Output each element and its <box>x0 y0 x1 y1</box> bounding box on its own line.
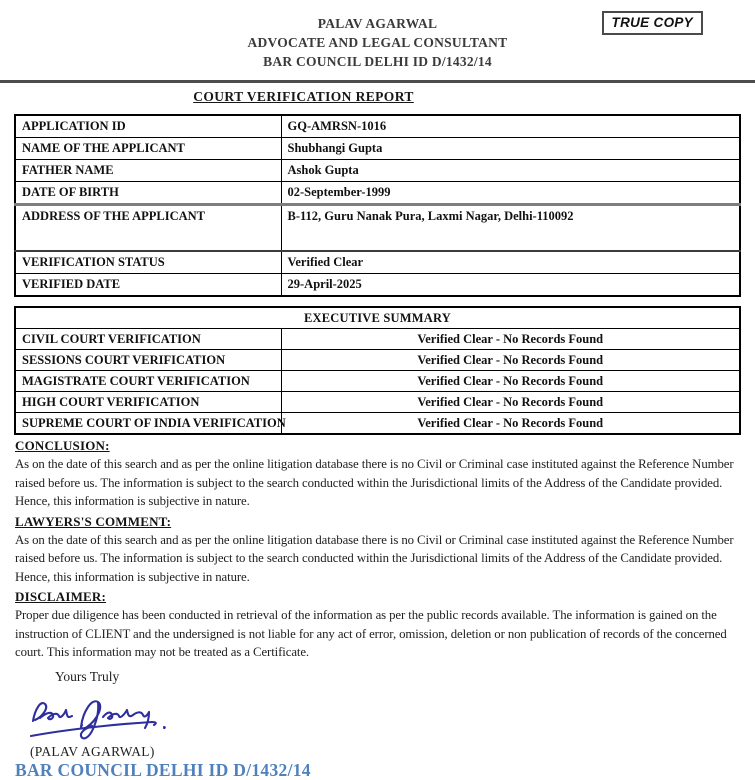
row-value: GQ-AMRSN-1016 <box>281 115 740 138</box>
row-label: CIVIL COURT VERIFICATION <box>15 329 281 350</box>
row-label: SESSIONS COURT VERIFICATION <box>15 350 281 371</box>
header-divider <box>0 80 755 83</box>
section-body: As on the date of this search and as per the online litigation database there is no Civil or Criminal case instituted against the Reference Number raised before us. The information is subject to the search conducted within the Jurisdictional limits of the Address of the Candidate provided. Hence, this information is subjective in nature. <box>15 532 734 584</box>
row-label: DATE OF BIRTH <box>15 182 281 205</box>
table-row <box>15 182 740 205</box>
signature-image <box>24 687 184 743</box>
table-row <box>15 138 740 160</box>
row-value: Verified Clear - No Records Found <box>281 350 740 371</box>
table-row <box>15 350 740 371</box>
row-value: Verified Clear - No Records Found <box>281 329 740 350</box>
true-copy-stamp <box>602 11 703 35</box>
section-heading: DISCLAIMER: <box>15 589 107 604</box>
section-heading: LAWYERS'S COMMENT: <box>15 513 172 529</box>
table-row <box>15 371 740 392</box>
applicant-details-table <box>14 114 741 297</box>
row-label: VERIFICATION STATUS <box>15 251 281 274</box>
table-row <box>15 251 740 274</box>
table-row <box>15 392 740 413</box>
section-disclaimer <box>15 590 737 662</box>
page-title-text: COURT VERIFICATION REPORT <box>193 89 414 104</box>
section-heading: CONCLUSION: <box>15 438 110 453</box>
row-value: Shubhangi Gupta <box>281 138 740 160</box>
row-value: Verified Clear - No Records Found <box>281 371 740 392</box>
page-title <box>0 89 607 105</box>
row-label: VERIFIED DATE <box>15 274 281 297</box>
signatory-name: (PALAV AGARWAL) <box>30 743 155 759</box>
section-body: Proper due diligence has been conducted in retrieval of the information as per the public records available. The information is gained on the instruction of CLIENT and the undersigned is not liable for any act of error, omission, deletion or non publication of records of the concerned court. This information may not be treated as a Certificate. <box>15 608 727 659</box>
row-value: Ashok Gupta <box>281 160 740 182</box>
row-label: APPLICATION ID <box>15 115 281 138</box>
executive-summary-table <box>14 306 741 435</box>
row-label: MAGISTRATE COURT VERIFICATION <box>15 371 281 392</box>
bar-council-id-line: BAR COUNCIL DELHI ID D/1432/14 <box>15 759 311 780</box>
salutation: Yours Truly <box>55 668 120 684</box>
row-value: Verified Clear <box>281 251 740 274</box>
row-value: Verified Clear - No Records Found <box>281 392 740 413</box>
section-body: As on the date of this search and as per the online litigation database there is no Civil or Criminal case instituted against the Reference Number raised before us. The information is subject to the search conducted within the Jurisdictional limits of the Address of the Candidate provided. Hence, this information is subjective in nature. <box>15 457 734 508</box>
table-row <box>15 274 740 297</box>
summary-header: EXECUTIVE SUMMARY <box>15 307 740 329</box>
table-row <box>15 160 740 182</box>
row-label: SUPREME COURT OF INDIA VERIFICATION <box>15 413 281 435</box>
advocate-name: PALAV AGARWAL <box>317 16 438 31</box>
section-lawyers-comment <box>15 515 737 587</box>
table-row <box>15 329 740 350</box>
advocate-bar-id: BAR COUNCIL DELHI ID D/1432/14 <box>263 54 492 69</box>
row-label: HIGH COURT VERIFICATION <box>15 392 281 413</box>
row-value: 29-April-2025 <box>281 274 740 297</box>
row-value: Verified Clear - No Records Found <box>281 413 740 435</box>
row-label: ADDRESS OF THE APPLICANT <box>15 205 281 252</box>
table-header-row <box>15 307 740 329</box>
table-row <box>15 205 740 252</box>
row-label: FATHER NAME <box>15 160 281 182</box>
row-label: NAME OF THE APPLICANT <box>15 138 281 160</box>
section-conclusion <box>15 439 737 511</box>
row-value: 02-September-1999 <box>281 182 740 205</box>
advocate-role: ADVOCATE AND LEGAL CONSULTANT <box>247 35 508 50</box>
table-row <box>15 413 740 435</box>
table-row <box>15 115 740 138</box>
true-copy-stamp-label: TRUE COPY <box>611 15 693 30</box>
row-value: B-112, Guru Nanak Pura, Laxmi Nagar, Delhi-110092 <box>281 205 740 252</box>
